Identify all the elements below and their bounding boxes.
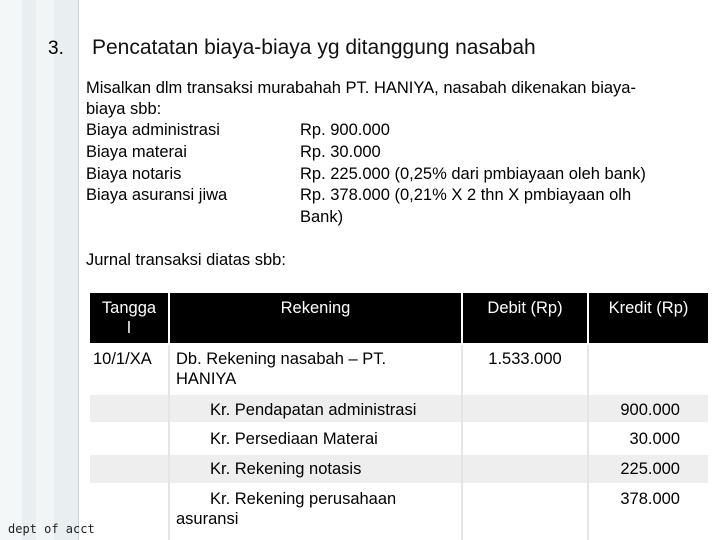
row-account: Kr. Pendapatan administrasi xyxy=(210,401,417,419)
row-account: Db. Rekening nasabah – PT. HANIYA xyxy=(176,350,387,388)
column-divider xyxy=(168,345,170,540)
left-decorative-band xyxy=(0,0,78,540)
slide-number: 3. xyxy=(48,38,64,59)
row-account: Kr. Rekening perusahaan asuransi xyxy=(176,490,397,528)
row-credit: 30.000 xyxy=(629,430,680,448)
header-date: Tangga l xyxy=(90,293,168,343)
journal-label: Jurnal transaksi diatas sbb: xyxy=(86,251,286,269)
cost-value-materai: Rp. 30.000 xyxy=(300,143,381,161)
slide-title: Pencatatan biaya-biaya yg ditanggung nasabah xyxy=(92,36,536,59)
header-account: Rekening xyxy=(170,293,461,343)
cost-label-admin: Biaya administrasi xyxy=(86,121,220,139)
cost-label-asuransi: Biaya asuransi jiwa xyxy=(86,186,228,204)
header-debit: Debit (Rp) xyxy=(463,293,587,343)
row-account: Kr. Rekening notasis xyxy=(210,460,362,478)
row-debit: 1.533.000 xyxy=(488,350,562,368)
left-divider xyxy=(78,0,79,540)
header-credit: Kredit (Rp) xyxy=(589,293,708,343)
cost-value-notaris: Rp. 225.000 (0,25% dari pmbiayaan oleh bank) xyxy=(300,165,646,183)
row-credit: 225.000 xyxy=(620,460,680,478)
intro-line-1: Misalkan dlm transaksi murabahah PT. HANIYA, nasabah dikenakan biaya- xyxy=(86,79,636,97)
cost-value-asuransi-line2: Bank) xyxy=(300,208,344,226)
intro-line-2: biaya sbb: xyxy=(86,100,162,118)
row-credit: 378.000 xyxy=(620,490,680,508)
column-divider xyxy=(461,345,463,540)
column-divider xyxy=(587,345,589,540)
row-credit: 900.000 xyxy=(620,401,680,419)
cost-label-materai: Biaya materai xyxy=(86,143,187,161)
cost-label-notaris: Biaya notaris xyxy=(86,165,182,183)
cost-value-admin: Rp. 900.000 xyxy=(300,121,390,139)
journal-table xyxy=(90,293,708,540)
footer-text: dept of acct xyxy=(8,522,95,536)
row-account: Kr. Persediaan Materai xyxy=(210,430,378,448)
cost-value-asuransi: Rp. 378.000 (0,21% X 2 thn X pmbiayaan olh xyxy=(300,186,632,204)
row-date: 10/1/XA xyxy=(93,350,152,368)
